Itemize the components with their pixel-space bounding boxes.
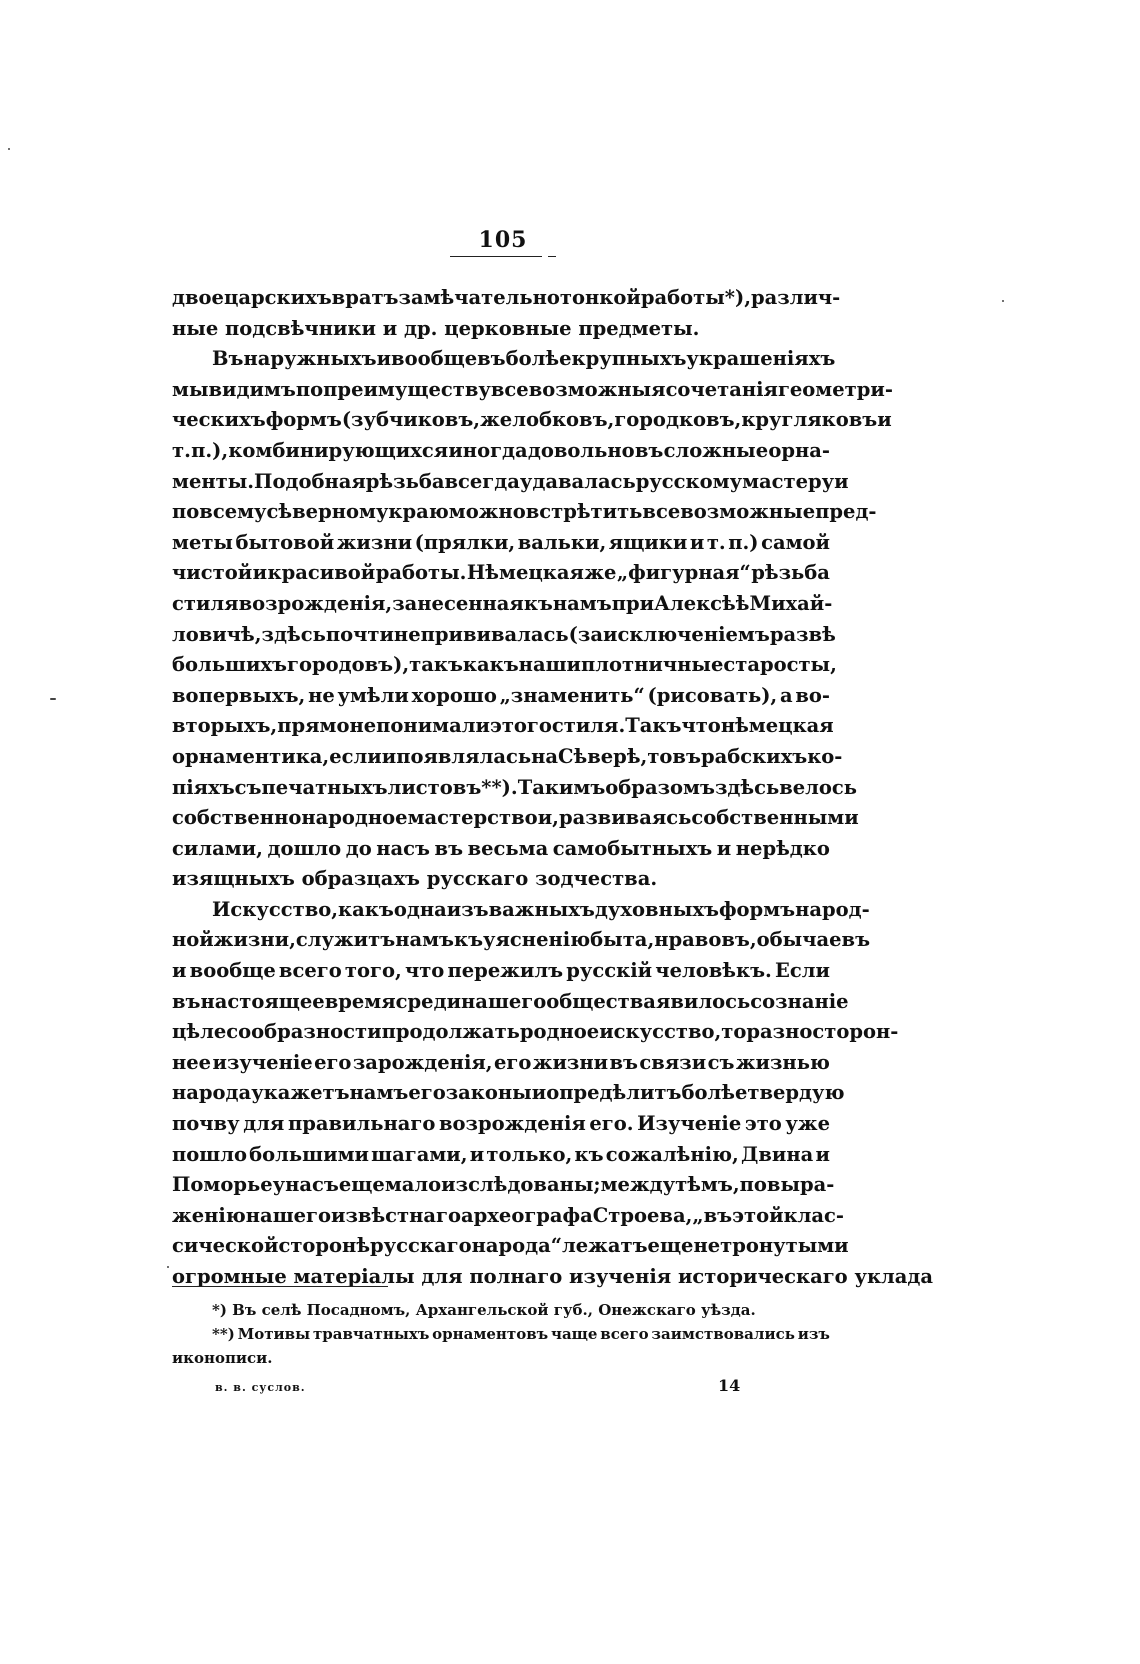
- text-line: ные подсвѣчники и др. церковные предметы.: [172, 316, 700, 340]
- text-line: вторыхъ, прямо не понимали этого стиля. Такъ что нѣмецкая: [172, 714, 834, 738]
- paragraph: [172, 895, 934, 1293]
- footnote-line: *) Въ селѣ Посадномъ, Архангельской губ., Онежскаго уѣзда.: [212, 1301, 756, 1319]
- text-line: меты бытовой жизни (прялки, вальки, ящики и т. п.) самой: [172, 530, 830, 554]
- header-rule: [450, 256, 542, 257]
- text-line: въ настоящее время среди нашего общества явилось сознаніе: [172, 989, 849, 1013]
- text-line: нее изученіе его зарожденія, его жизни въ связи съ жизнью: [172, 1050, 830, 1074]
- sheet-number: 14: [718, 1376, 741, 1395]
- text-line: цѣлесообразности продолжать родное искусство, то разносторон-: [172, 1020, 899, 1044]
- footnote-line: **) Мотивы травчатныхъ орнаментовъ чаще всего заимствовались изъ: [212, 1325, 830, 1343]
- text-line: т. п.), комбинирующихся иногда довольно въ сложные орна-: [172, 438, 830, 462]
- text-line: изящныхъ образцахъ русскаго зодчества.: [172, 867, 658, 891]
- text-line: народа укажетъ намъ его законы и опредѣлитъ болѣе твердую: [172, 1081, 845, 1105]
- text-line: стиля возрожденія, занесенная къ намъ при Алексѣѣ Михай-: [172, 591, 833, 615]
- footnote-rule: [172, 1286, 388, 1287]
- text-line: Искусство, какъ одна изъ важныхъ духовныхъ формъ народ-: [212, 897, 870, 921]
- header-rule-dash: [548, 256, 556, 257]
- text-line: ной жизни, служитъ намъ къ уясненію быта, нравовъ, обычаевъ: [172, 928, 871, 952]
- printer-signature: в. в. суслов.: [215, 1381, 306, 1394]
- text-line: женію нашего извѣстнаго археографа Строева, „въ этой клас-: [172, 1203, 844, 1227]
- body-text: [172, 283, 934, 1293]
- page-number-container: [448, 227, 558, 253]
- text-line: менты. Подобная рѣзьба всегда удавалась русскому мастеру и: [172, 469, 849, 493]
- text-line: орнаментика, если и появлялась на Сѣверѣ, то въ рабскихъ ко-: [172, 744, 843, 768]
- text-line: огромные матеріалы для полнаго изученія историческаго уклада: [172, 1265, 934, 1288]
- text-line: вопервыхъ, не умѣли хорошо „знаменить“ (рисовать), а во-: [172, 683, 830, 707]
- text-line: піяхъ съ печатныхъ листовъ **). Такимъ образомъ здѣсь велось: [172, 775, 858, 799]
- page-number: 105: [478, 227, 528, 253]
- paragraph: [172, 344, 893, 895]
- text-line: чистой и красивой работы. Нѣмецкая же „фигурная“ рѣзьба: [172, 561, 830, 585]
- text-line: силами, дошло до насъ въ весьма самобытныхъ и нерѣдко: [172, 836, 830, 860]
- scan-speck: [50, 698, 56, 700]
- text-line: ческихъ формъ (зубчиковъ, желобковъ, городковъ, кругляковъ и: [172, 408, 892, 432]
- paragraph: [172, 283, 841, 344]
- text-line: сической сторонѣ русскаго народа“ лежатъ еще нетронутыми: [172, 1234, 849, 1258]
- text-line: двое царскихъ вратъ замѣчательно тонкой работы *), различ-: [172, 286, 841, 309]
- scan-speck: [167, 1266, 169, 1268]
- text-line: ловичѣ, здѣсь почти не прививалась (за исключеніемъ развѣ: [172, 622, 836, 646]
- text-line: и вообще всего того, что пережилъ русскій человѣкъ. Если: [172, 959, 830, 983]
- text-line: собственно народное мастерство и, развиваясь собственными: [172, 806, 859, 830]
- footnotes: [172, 1298, 830, 1370]
- scan-speck: [1002, 300, 1004, 302]
- footnote-line: иконописи.: [172, 1349, 273, 1367]
- text-line: по всему сѣверному краю можно встрѣтить всевозможные пред-: [172, 500, 877, 524]
- text-line: мы видимъ по преимуществу всевозможныя сочетанія геометри-: [172, 377, 893, 401]
- text-line: почву для правильнаго возрожденія его. Изученіе это уже: [172, 1112, 830, 1136]
- text-line: большихъ городовъ), такъ какъ наши плотничные старосты,: [172, 653, 837, 677]
- text-line: Поморье у насъ еще мало изслѣдованы; между тѣмъ, по выра-: [172, 1173, 835, 1197]
- text-line: пошло большими шагами, и только, къ сожалѣнію, Двина и: [172, 1142, 830, 1166]
- text-line: Въ наружныхъ и вообще въ болѣе крупныхъ украшеніяхъ: [212, 347, 836, 371]
- scan-speck: [8, 148, 10, 150]
